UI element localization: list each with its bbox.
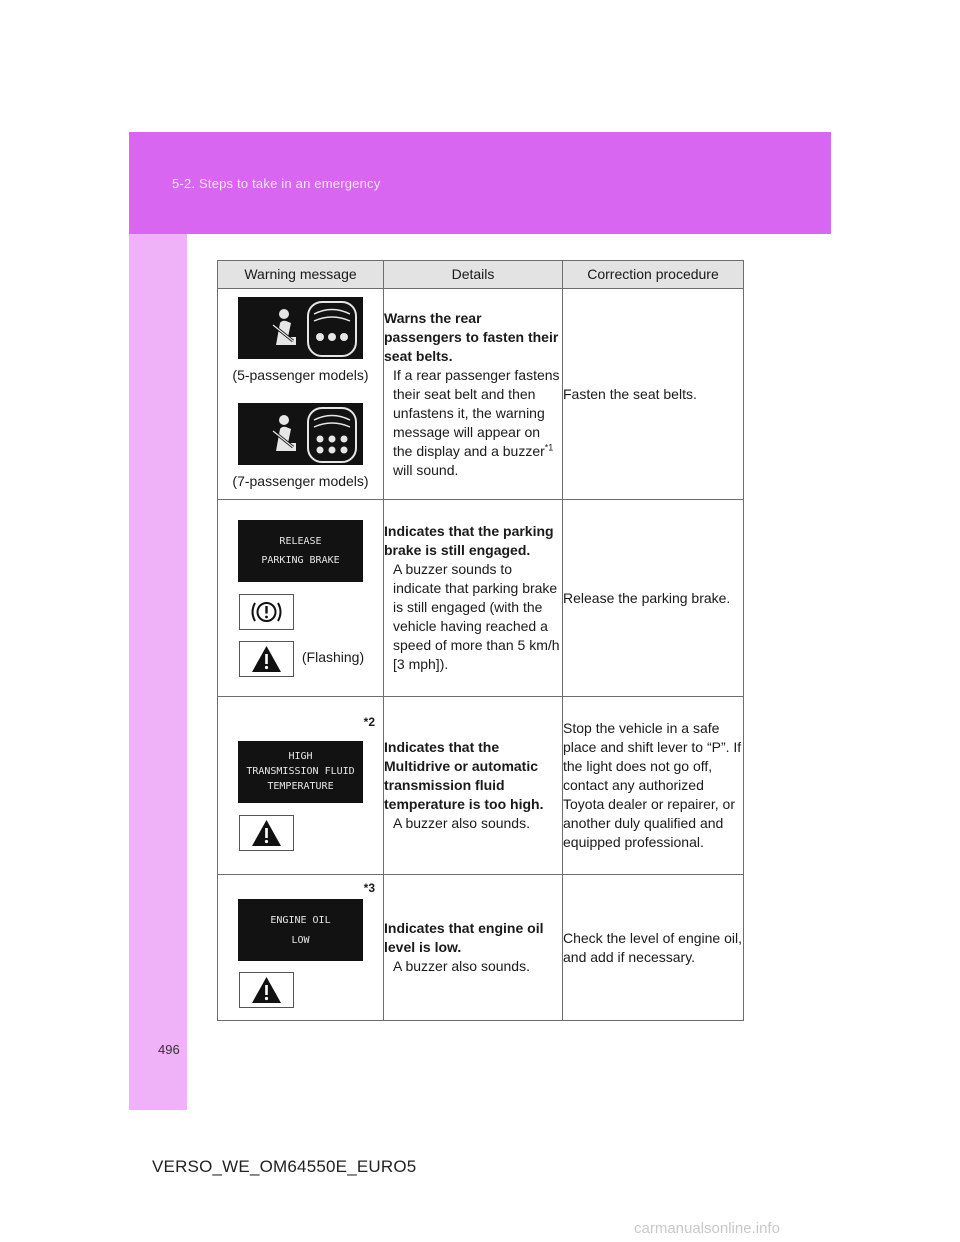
details-body: If a rear passenger fastens their seat belt and then unfastens it, the warning message will appear on the display and a buzzer$^{*1}$ will sound. [393, 366, 560, 478]
master-warning-icon [239, 972, 294, 1008]
page-number: 496 [158, 1042, 180, 1057]
warning-message-cell [218, 500, 384, 697]
details-cell [384, 697, 563, 875]
section-title: 5-2. Steps to take in an emergency [172, 176, 381, 191]
warning-message-table [217, 260, 744, 1021]
warning-message-cell [218, 289, 384, 500]
master-warning-icon [239, 641, 294, 677]
footnote-marker: *2 [363, 715, 375, 729]
correction-cell: Fasten the seat belts. [563, 289, 744, 500]
details-heading: Warns the rear passengers to fasten their seat belts. [384, 309, 559, 364]
footnote-marker: *3 [363, 881, 375, 895]
correction-cell: Release the parking brake. [563, 500, 744, 697]
side-tab-band [129, 234, 187, 1110]
details-body: A buzzer sounds to indicate that parking brake is still engaged (with the vehicle having reached a speed of more than 5 km/h [3 mph]). [393, 561, 560, 672]
correction-cell: Check the level of engine oil, and add if necessary. [563, 875, 744, 1021]
correction-cell: Stop the vehicle in a safe place and shift lever to “P”. If the light does not go off, contact any authorized Toyota dealer or repairer, or another duly qualified and equipped professional. [563, 697, 744, 875]
details-cell [384, 289, 563, 500]
details-heading: Indicates that the parking brake is still engaged. [384, 523, 554, 558]
table-row [218, 697, 744, 875]
flashing-label: (Flashing) [301, 649, 365, 666]
warning-message-cell [218, 875, 384, 1021]
master-warning-icon [239, 815, 294, 851]
warning-message-cell [218, 697, 384, 875]
details-cell [384, 875, 563, 1021]
column-header-correction-procedure: Correction procedure [563, 261, 744, 289]
details-body: A buzzer also sounds. [393, 958, 530, 974]
details-heading: Indicates that the Multidrive or automatic transmission fluid temperature is too high. [384, 739, 544, 812]
table-row [218, 500, 744, 697]
watermark: carmanualsonline.info [634, 1220, 780, 1237]
caption-5-passenger: (5-passenger models) [232, 367, 369, 383]
table-header-row [218, 261, 744, 289]
seatbelt-warning-icon [238, 297, 363, 359]
footnote-marker: *1 [544, 441, 554, 452]
table-row [218, 875, 744, 1021]
seatbelt-display-7-passenger [238, 403, 363, 465]
parking-brake-icon [239, 594, 294, 630]
transmission-fluid-temperature-display: HIGH TRANSMISSION FLUID TEMPERATURE [238, 741, 363, 803]
table-row [218, 289, 744, 500]
seatbelt-display-5-passenger [238, 297, 363, 359]
details-body: A buzzer also sounds. [393, 815, 530, 831]
release-parking-brake-display: RELEASE PARKING BRAKE [238, 520, 363, 582]
caption-7-passenger: (7-passenger models) [232, 473, 369, 489]
column-header-warning-message: Warning message [218, 261, 384, 289]
details-cell [384, 500, 563, 697]
details-heading: Indicates that engine oil level is low. [384, 920, 544, 955]
section-header-band [129, 132, 831, 234]
column-header-details: Details [384, 261, 563, 289]
engine-oil-low-display: ENGINE OIL LOW [238, 899, 363, 961]
document-code: VERSO_WE_OM64550E_EURO5 [152, 1157, 417, 1176]
seatbelt-warning-icon [238, 403, 363, 465]
